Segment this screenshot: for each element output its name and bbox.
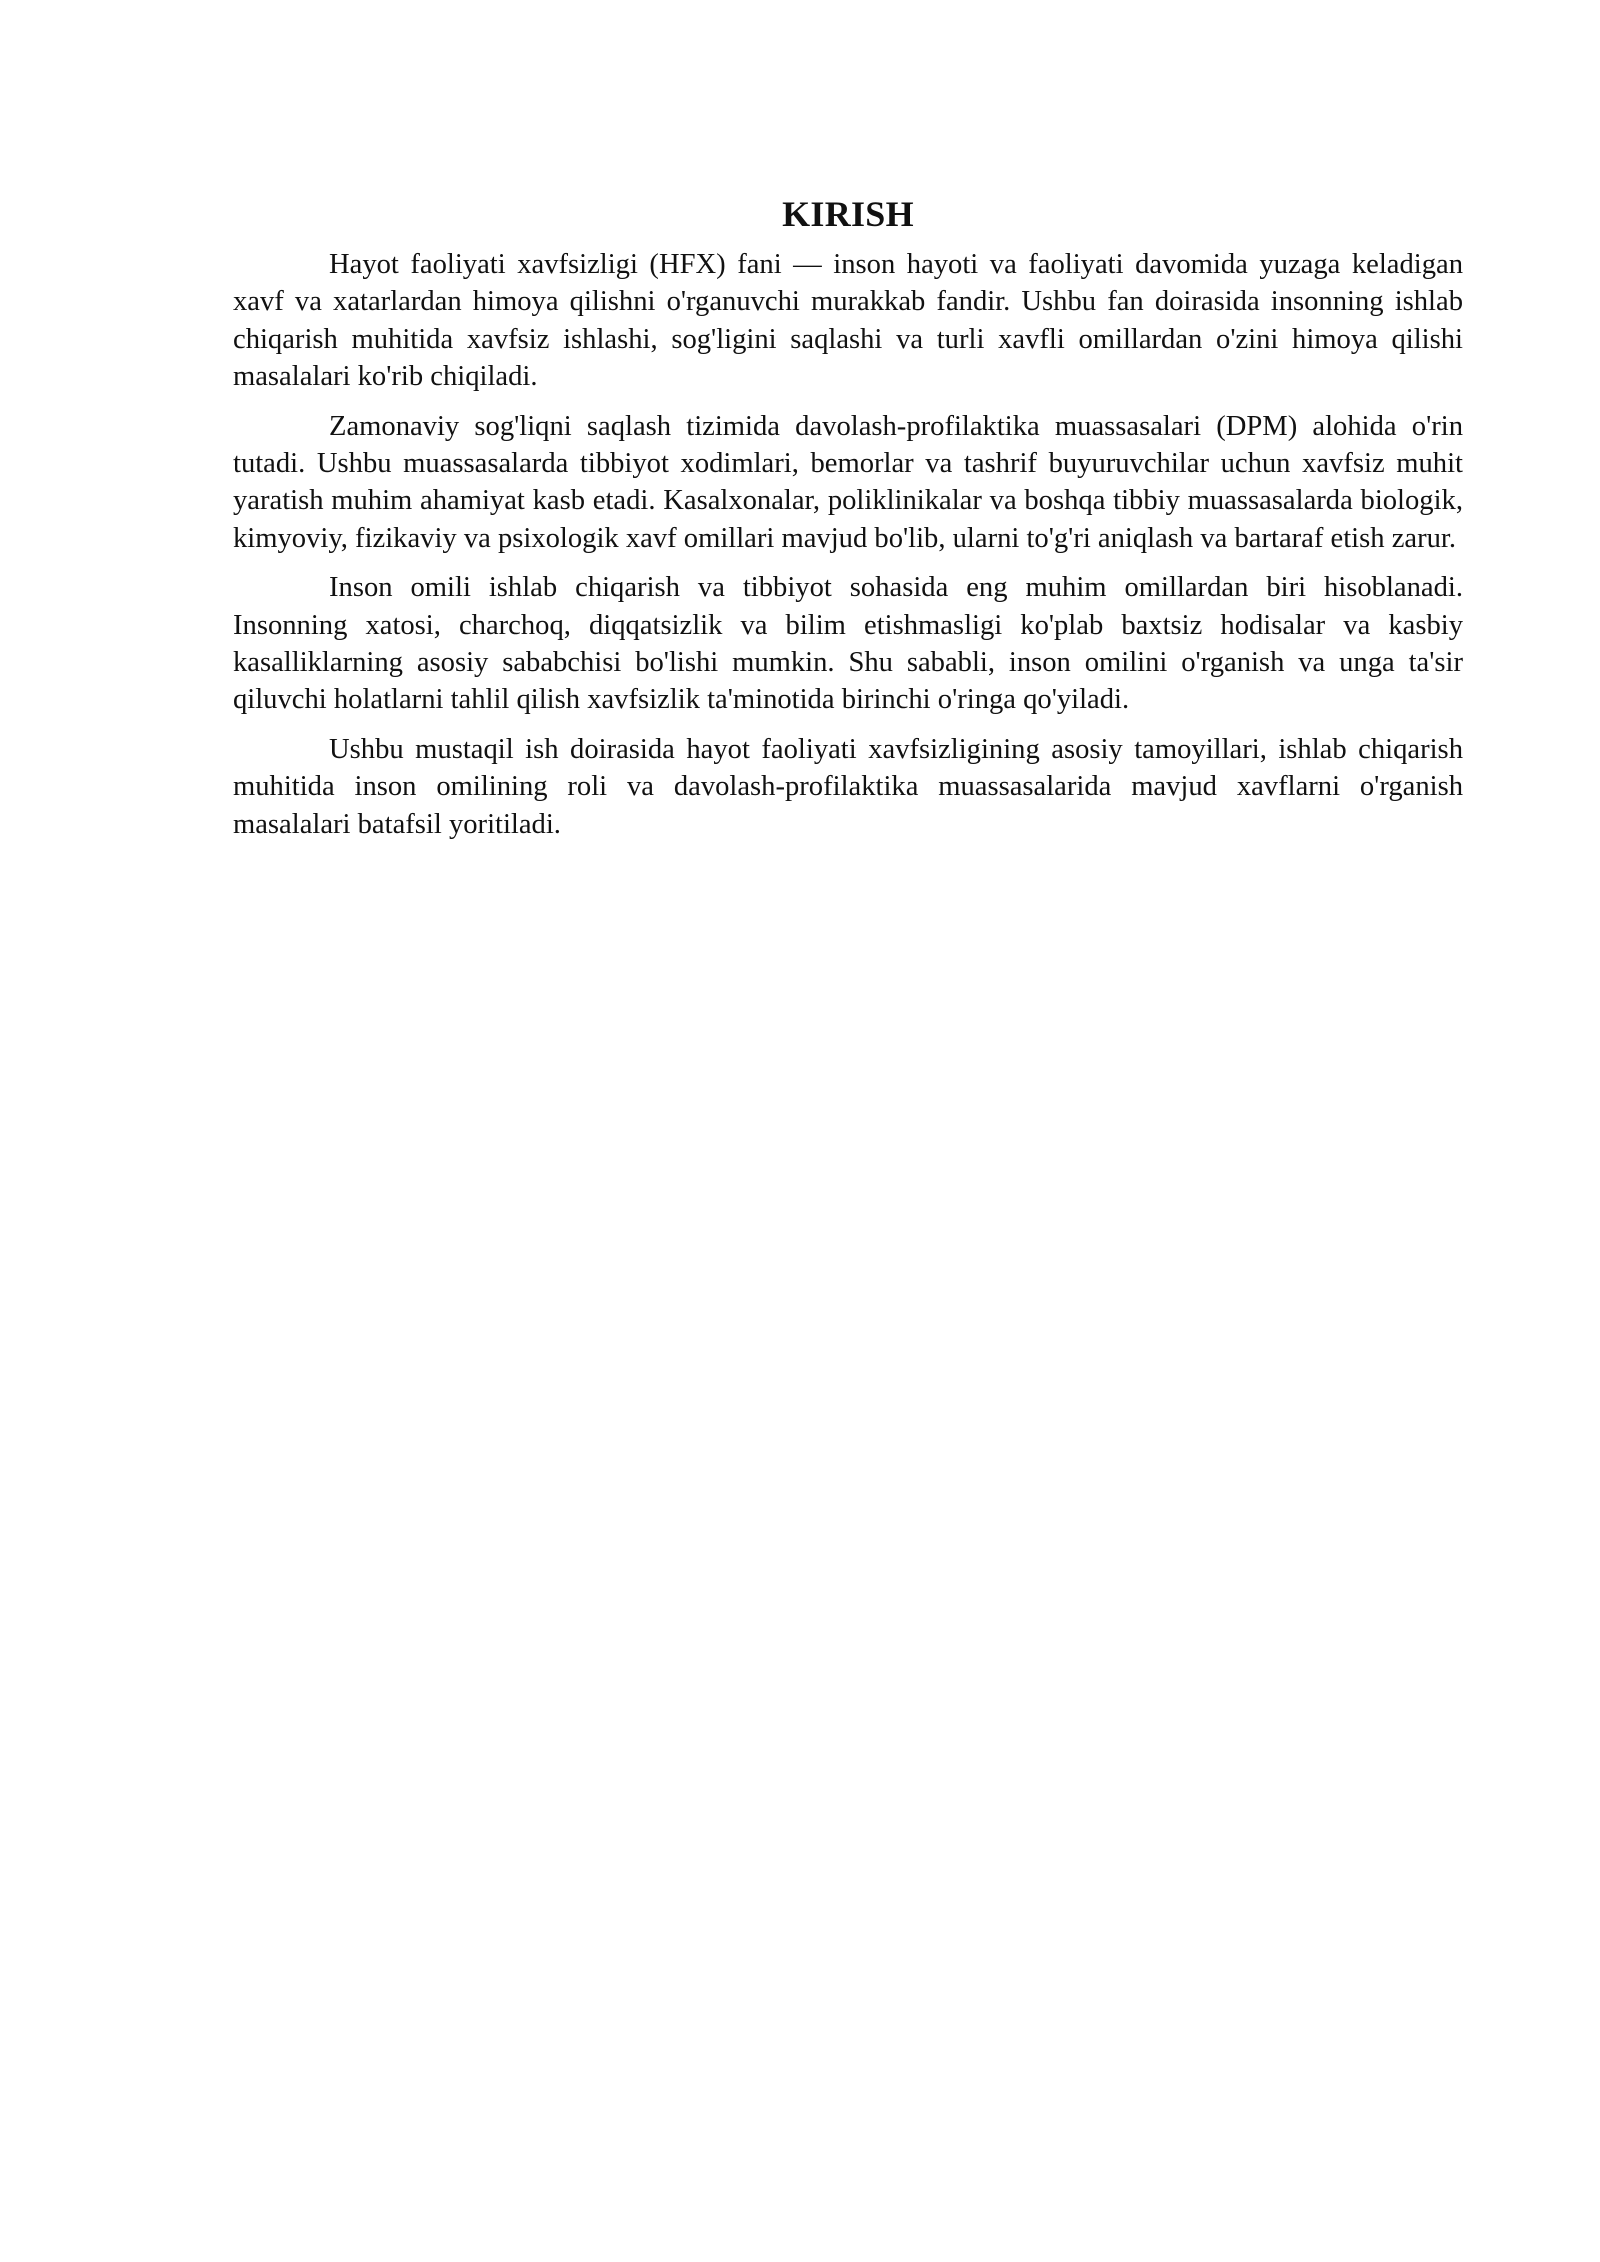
- page-content: [233, 188, 1463, 855]
- paragraph-2: Zamonaviy sog'liqni saqlash tizimida davolash-profilaktika muassasalari (DPM) alohida o'rin tutadi. Ushbu muassasalarda tibbiyot xodimlari, bemorlar va tashrif buyuruvchilar uchun xavfsiz muhit yaratish muhim ahamiyat kasb etadi. Kasalxonalar, poliklinikalar va boshqa tibbiy muassasalarda biologik, kimyoviy, fizikaviy va psixologik xavf omillari mavjud bo'lib, ularni to'g'ri aniqlash va bartaraf etish zarur.: [233, 410, 1463, 554]
- paragraph-3: Inson omili ishlab chiqarish va tibbiyot sohasida eng muhim omillardan biri hisoblanadi. Insonning xatosi, charchoq, diqqatsizlik va bilim etishmasligi ko'plab baxtsiz hodisalar va kasbiy kasalliklarning asosiy sababchisi bo'lishi mumkin. Shu sababli, inson omilini o'rganish va unga ta'sir qiluvchi holatlarni tahlil qilish xavfsizlik ta'minotida birinchi o'ringa qo'yiladi.: [233, 572, 1463, 716]
- page-title: KIRISH: [782, 194, 914, 234]
- paragraph-4: Ushbu mustaqil ish doirasida hayot faoliyati xavfsizligining asosiy tamoyillari, ishlab chiqarish muhitida inson omilining roli va davolash-profilaktika muassasalarida mavjud xavflarni o'rganish masalalari batafsil yoritiladi.: [233, 733, 1463, 840]
- paragraph-1: Hayot faoliyati xavfsizligi (HFX) fani — inson hayoti va faoliyati davomida yuzaga keladigan xavf va xatarlardan himoya qilishni o'rganuvchi murakkab fandir. Ushbu fan doirasida insonning ishlab chiqarish muhitida xavfsiz ishlashi, sog'ligini saqlashi va turli xavfli omillardan o'zini himoya qilishi masalalari ko'rib chiqiladi.: [233, 249, 1463, 393]
